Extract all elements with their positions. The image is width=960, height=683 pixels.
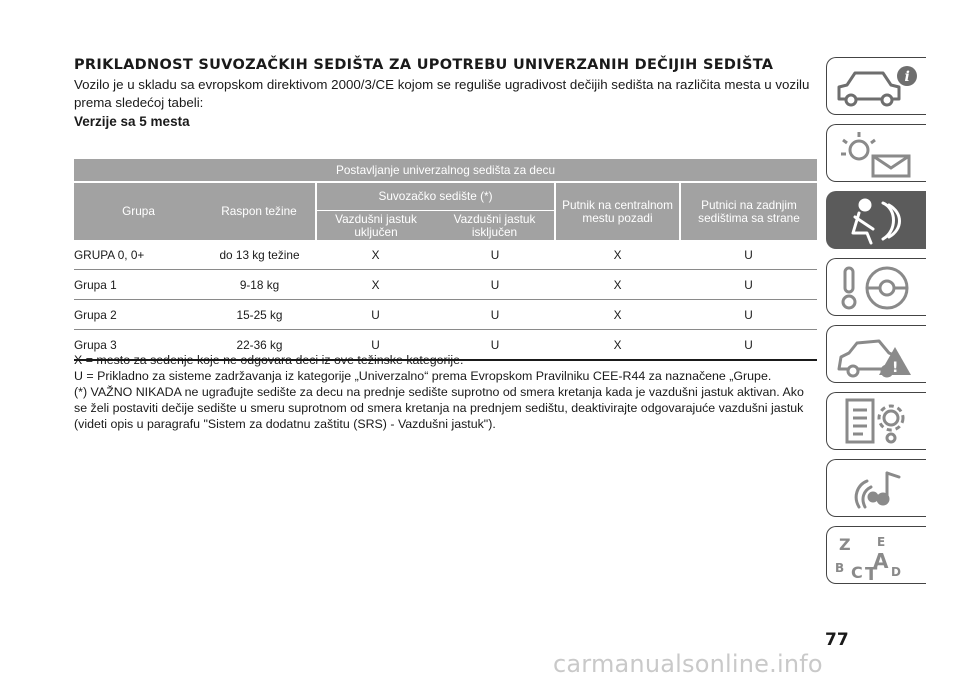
service-maintenance-icon xyxy=(833,396,923,448)
svg-text:T: T xyxy=(865,564,878,582)
cell-airbag-off: U xyxy=(435,240,555,270)
section-title: PRIKLADNOST SUVOZAČKIH SEDIŠTA ZA UPOTREBU UNIVERZANIH DEČIJIH SEDIŠTA xyxy=(74,57,774,73)
page-number: 77 xyxy=(825,630,849,650)
cell-weight: 15-25 kg xyxy=(203,300,316,330)
cell-center: X xyxy=(555,330,680,361)
col-header-front-seat: Suvozačko sedište (*) xyxy=(316,182,555,211)
svg-text:C: C xyxy=(851,563,863,582)
col-header-rear-sides: Putnici na zadnjim sedištima sa strane xyxy=(680,182,817,240)
intro-paragraph: Vozilo je u skladu sa evropskom direktivom 2000/3/CE kojom se reguliše ugradivost dečijih sedišta na različita mesta u vozilu prema sledećoj tabeli: xyxy=(74,77,810,110)
key-steering-wheel-icon xyxy=(833,262,923,314)
col-header-weight: Raspon težine xyxy=(203,182,316,240)
breakdown-car-icon xyxy=(833,329,923,381)
cell-airbag-off: U xyxy=(435,270,555,300)
cell-center: X xyxy=(555,240,680,270)
cell-side: U xyxy=(680,240,817,270)
tab-emergency[interactable] xyxy=(826,325,926,383)
tab-starting-driving[interactable] xyxy=(826,258,926,316)
cell-airbag-off: U xyxy=(435,300,555,330)
cell-airbag-on: X xyxy=(316,240,435,270)
cell-group: Grupa 2 xyxy=(74,300,203,330)
table-row xyxy=(74,300,817,330)
section-content xyxy=(74,57,817,131)
table-caption: Postavljanje univerzalnog sedišta za decu xyxy=(74,159,817,182)
col-header-center-rear: Putnik na centralnom mestu pozadi xyxy=(555,182,680,240)
table-row xyxy=(74,240,817,270)
version-subheading: Verzije sa 5 mesta xyxy=(74,114,190,129)
tab-index[interactable] xyxy=(826,526,926,584)
cell-side: U xyxy=(680,300,817,330)
tab-maintenance[interactable] xyxy=(826,392,926,450)
tab-warning-lights[interactable] xyxy=(826,124,926,182)
svg-text:B: B xyxy=(835,561,845,575)
col-header-airbag-off: Vazdušni jastuk isključen xyxy=(435,211,555,241)
cell-group: Grupa 1 xyxy=(74,270,203,300)
col-header-group: Grupa xyxy=(74,182,203,240)
cell-weight: 22-36 kg xyxy=(203,330,316,361)
index-icon xyxy=(833,530,923,582)
cell-group: GRUPA 0, 0+ xyxy=(74,240,203,270)
cell-airbag-on: X xyxy=(316,270,435,300)
cell-airbag-on: U xyxy=(316,300,435,330)
cell-group: Grupa 3 xyxy=(74,330,203,361)
cell-airbag-off: U xyxy=(435,330,555,361)
svg-text:i: i xyxy=(904,69,910,85)
svg-text:D: D xyxy=(891,565,901,579)
tab-multimedia[interactable] xyxy=(826,459,926,517)
note-u-legend: U = Prikladno za sisteme zadržavanja iz kategorije „Univerzalno“ prema Evropskom Pravilniku CEE-R44 za naznačene „Grupe. xyxy=(74,369,772,383)
cell-side: U xyxy=(680,330,817,361)
tab-safety[interactable] xyxy=(826,191,926,249)
airbag-seat-icon xyxy=(833,195,923,247)
cell-center: X xyxy=(555,300,680,330)
cell-weight: 9-18 kg xyxy=(203,270,316,300)
tab-vehicle-info[interactable] xyxy=(826,57,926,115)
cell-center: X xyxy=(555,270,680,300)
cell-airbag-on: U xyxy=(316,330,435,361)
table-row xyxy=(74,270,817,300)
note-airbag-warning: (*) VAŽNO NIKADA ne ugrađujte sedište za decu na prednje sedište suprotno od smera kretanja kada je vazdušni jastuk aktivan. Ako se želi postaviti dečije sedište u smeru suprotnom od smera kretanja na prednjem sedištu, deaktivirajte odgovarajuće vazdušni jastuk (videti opis u paragrafu "Sistem za dodatnu zaštitu (SRS) - Vazdušni jastuk"). xyxy=(74,385,804,431)
cell-side: U xyxy=(680,270,817,300)
multimedia-icon xyxy=(833,463,923,515)
svg-text:A: A xyxy=(873,549,889,573)
cell-weight: do 13 kg težine xyxy=(203,240,316,270)
col-header-airbag-on: Vazdušni jastuk uključen xyxy=(316,211,435,241)
note-x-legend: X = mesto za sedenje koje ne odgovara deci iz ove težinske kategorije. xyxy=(74,353,464,367)
svg-text:Z: Z xyxy=(839,535,851,554)
table-notes xyxy=(74,352,817,432)
car-info-icon xyxy=(833,61,923,113)
watermark: carmanualsonline.info xyxy=(553,650,823,678)
svg-text:E: E xyxy=(877,535,886,549)
child-seat-table xyxy=(74,159,817,361)
warning-light-icon xyxy=(833,128,923,180)
svg-text:!: ! xyxy=(892,360,899,376)
